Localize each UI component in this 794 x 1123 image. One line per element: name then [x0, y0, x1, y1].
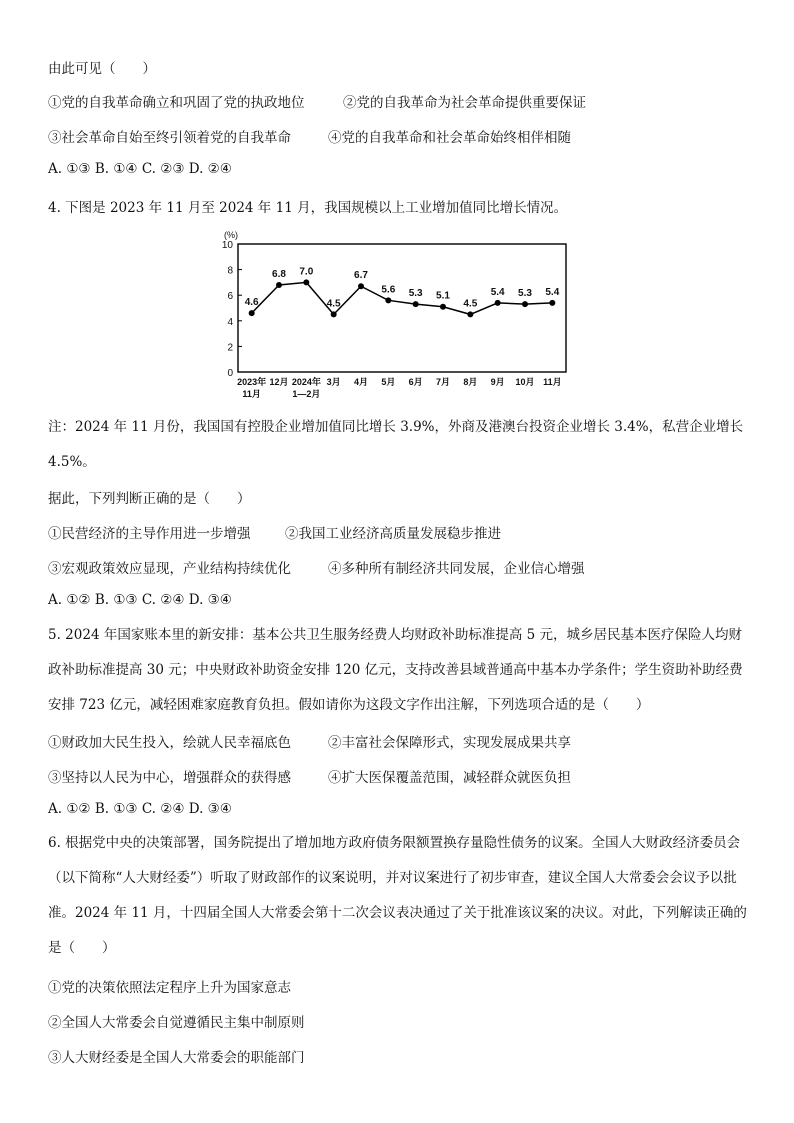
- x-tick-label: 6月: [408, 377, 423, 387]
- data-label: 4.6: [244, 297, 259, 309]
- q3-option-1: ①党的自我革命确立和巩固了党的执政地位: [48, 95, 305, 111]
- line-chart-svg: [210, 228, 570, 408]
- x-tick-label: 10月: [515, 377, 535, 387]
- q5-choices: A. ①② B. ①③ C. ②④ D. ③④: [48, 801, 232, 817]
- series-line: [252, 282, 553, 314]
- q4-option-row-1: [48, 522, 501, 542]
- x-tick-label: 8月: [463, 377, 478, 387]
- y-tick-label: 4: [227, 316, 233, 328]
- x-tick-label: 2024年: [291, 377, 321, 387]
- x-tick-label-line2: 1—2月: [292, 389, 321, 399]
- q4-option-1: ①民营经济的主导作用进一步增强: [48, 526, 251, 542]
- data-point: [467, 311, 473, 317]
- x-tick-label: 9月: [490, 377, 505, 387]
- y-tick-label: 8: [227, 265, 233, 277]
- data-label: 5.4: [490, 286, 505, 298]
- q4-choices: A. ①② B. ①③ C. ②④ D. ③④: [48, 592, 232, 608]
- q5-option-4: ④扩大医保覆盖范围，减轻群众就医负担: [328, 770, 571, 786]
- q6-option-1: ①党的决策依照法定程序上升为国家意志: [48, 980, 291, 996]
- q5-option-1: ①财政加大民生投入，绘就人民幸福底色: [48, 735, 291, 751]
- y-axis-unit: (%): [224, 230, 238, 240]
- data-label: 5.3: [518, 288, 532, 300]
- q6-option-2: ②全国人大常委会自觉遵循民主集中制原则: [48, 1015, 305, 1031]
- x-tick-label: 12月: [269, 377, 289, 387]
- q3-choices: A. ①③ B. ①④ C. ②③ D. ②④: [48, 161, 232, 177]
- q4-stem: 4. 下图是 2023 年 11 月至 2024 年 11 月，我国规模以上工业增加值同比增长情况。: [48, 200, 568, 216]
- data-label: 5.6: [381, 284, 396, 296]
- q4-note: 注：2024 年 11 月份，我国国有控股企业增加值同比增长 3.9%，外商及港澳台投资企业增长 3.4%，私营企业增长 4.5%。: [48, 419, 744, 470]
- q3-option-2: ②党的自我革命为社会革命提供重要保证: [343, 95, 586, 111]
- x-tick-label: 5月: [381, 377, 396, 387]
- y-tick-label: 10: [221, 240, 233, 251]
- q5-option-row-2: [48, 766, 571, 786]
- data-label: 6.8: [272, 268, 286, 280]
- x-tick-label: 3月: [326, 377, 341, 387]
- q3-stem: 由此可见（ ）: [48, 61, 156, 77]
- data-point: [249, 310, 255, 316]
- data-label: 4.5: [326, 298, 341, 310]
- data-point: [358, 283, 364, 289]
- plot-frame: [238, 244, 566, 372]
- x-tick-label-line2: 11月: [242, 389, 261, 399]
- q4-option-4: ④多种所有制经济共同发展，企业信心增强: [328, 561, 585, 577]
- data-label: 5.1: [436, 290, 450, 302]
- x-tick-label: 4月: [353, 377, 369, 387]
- industrial-growth-chart: [210, 228, 570, 408]
- q4-option-2: ②我国工业经济高质量发展稳步推进: [285, 526, 501, 542]
- q4-option-3: ③宏观政策效应显现，产业结构持续优化: [48, 561, 291, 577]
- q3-option-4: ④党的自我革命和社会革命始终相伴相随: [328, 130, 571, 146]
- data-point: [522, 301, 528, 307]
- q5-text: 5. 2024 年国家账本里的新安排：基本公共卫生服务经费人均财政补助标准提高 5 元，城乡居民基本医疗保险人均财政补助标准提高 30 元；中央财政补助资金安排 120 亿元，支持改善县域普通高中基本办学条件；学生资助补助经费安排 723 亿元，减轻困难家庭教育负担。假如请你为这段文字作出注解，下列选项合适的是（ ）: [48, 627, 743, 713]
- q3-option-row-1: [48, 91, 586, 111]
- q4-ask: 据此，下列判断正确的是（ ）: [48, 491, 251, 507]
- data-label: 4.5: [463, 298, 478, 310]
- data-point: [440, 304, 446, 310]
- q5-option-2: ②丰富社会保障形式，实现发展成果共享: [328, 735, 571, 751]
- x-tick-label: 2023年: [237, 377, 267, 387]
- data-point: [413, 301, 419, 307]
- q3-option-3: ③社会革命自始至终引领着党的自我革命: [48, 130, 291, 146]
- q6-text: 6. 根据党中央的决策部署，国务院提出了增加地方政府债务限额置换存量隐性债务的议案。全国人大财政经济委员会（以下简称“人大财经委”）听取了财政部作的议案说明，并对议案进行了初步审查，建议全国人大常委会会议予以批准。2024 年 11 月，十四届全国人大常委会第十二次会议表决通过了关于批准该议案的决议。对此，下列解读正确的是（ ）: [48, 835, 747, 956]
- q6-option-3: ③人大财经委是全国人大常委会的职能部门: [48, 1050, 305, 1066]
- q4-option-row-2: [48, 557, 585, 577]
- data-point: [331, 311, 337, 317]
- data-point: [495, 300, 501, 306]
- data-point: [303, 279, 309, 285]
- x-tick-label: 11月: [543, 377, 562, 387]
- y-tick-label: 6: [227, 291, 233, 303]
- data-point: [549, 300, 555, 306]
- data-label: 5.4: [545, 286, 560, 298]
- y-tick-label: 2: [227, 342, 233, 354]
- q5-option-3: ③坚持以人民为中心，增强群众的获得感: [48, 770, 291, 786]
- q5-option-row-1: [48, 731, 571, 751]
- data-point: [276, 282, 282, 288]
- y-tick-label: 0: [227, 368, 233, 379]
- data-point: [385, 297, 391, 303]
- data-label: 5.3: [408, 288, 423, 300]
- data-label: 7.0: [299, 266, 314, 278]
- data-label: 6.7: [354, 270, 368, 282]
- q3-option-row-2: [48, 126, 571, 146]
- x-tick-label: 7月: [435, 377, 451, 387]
